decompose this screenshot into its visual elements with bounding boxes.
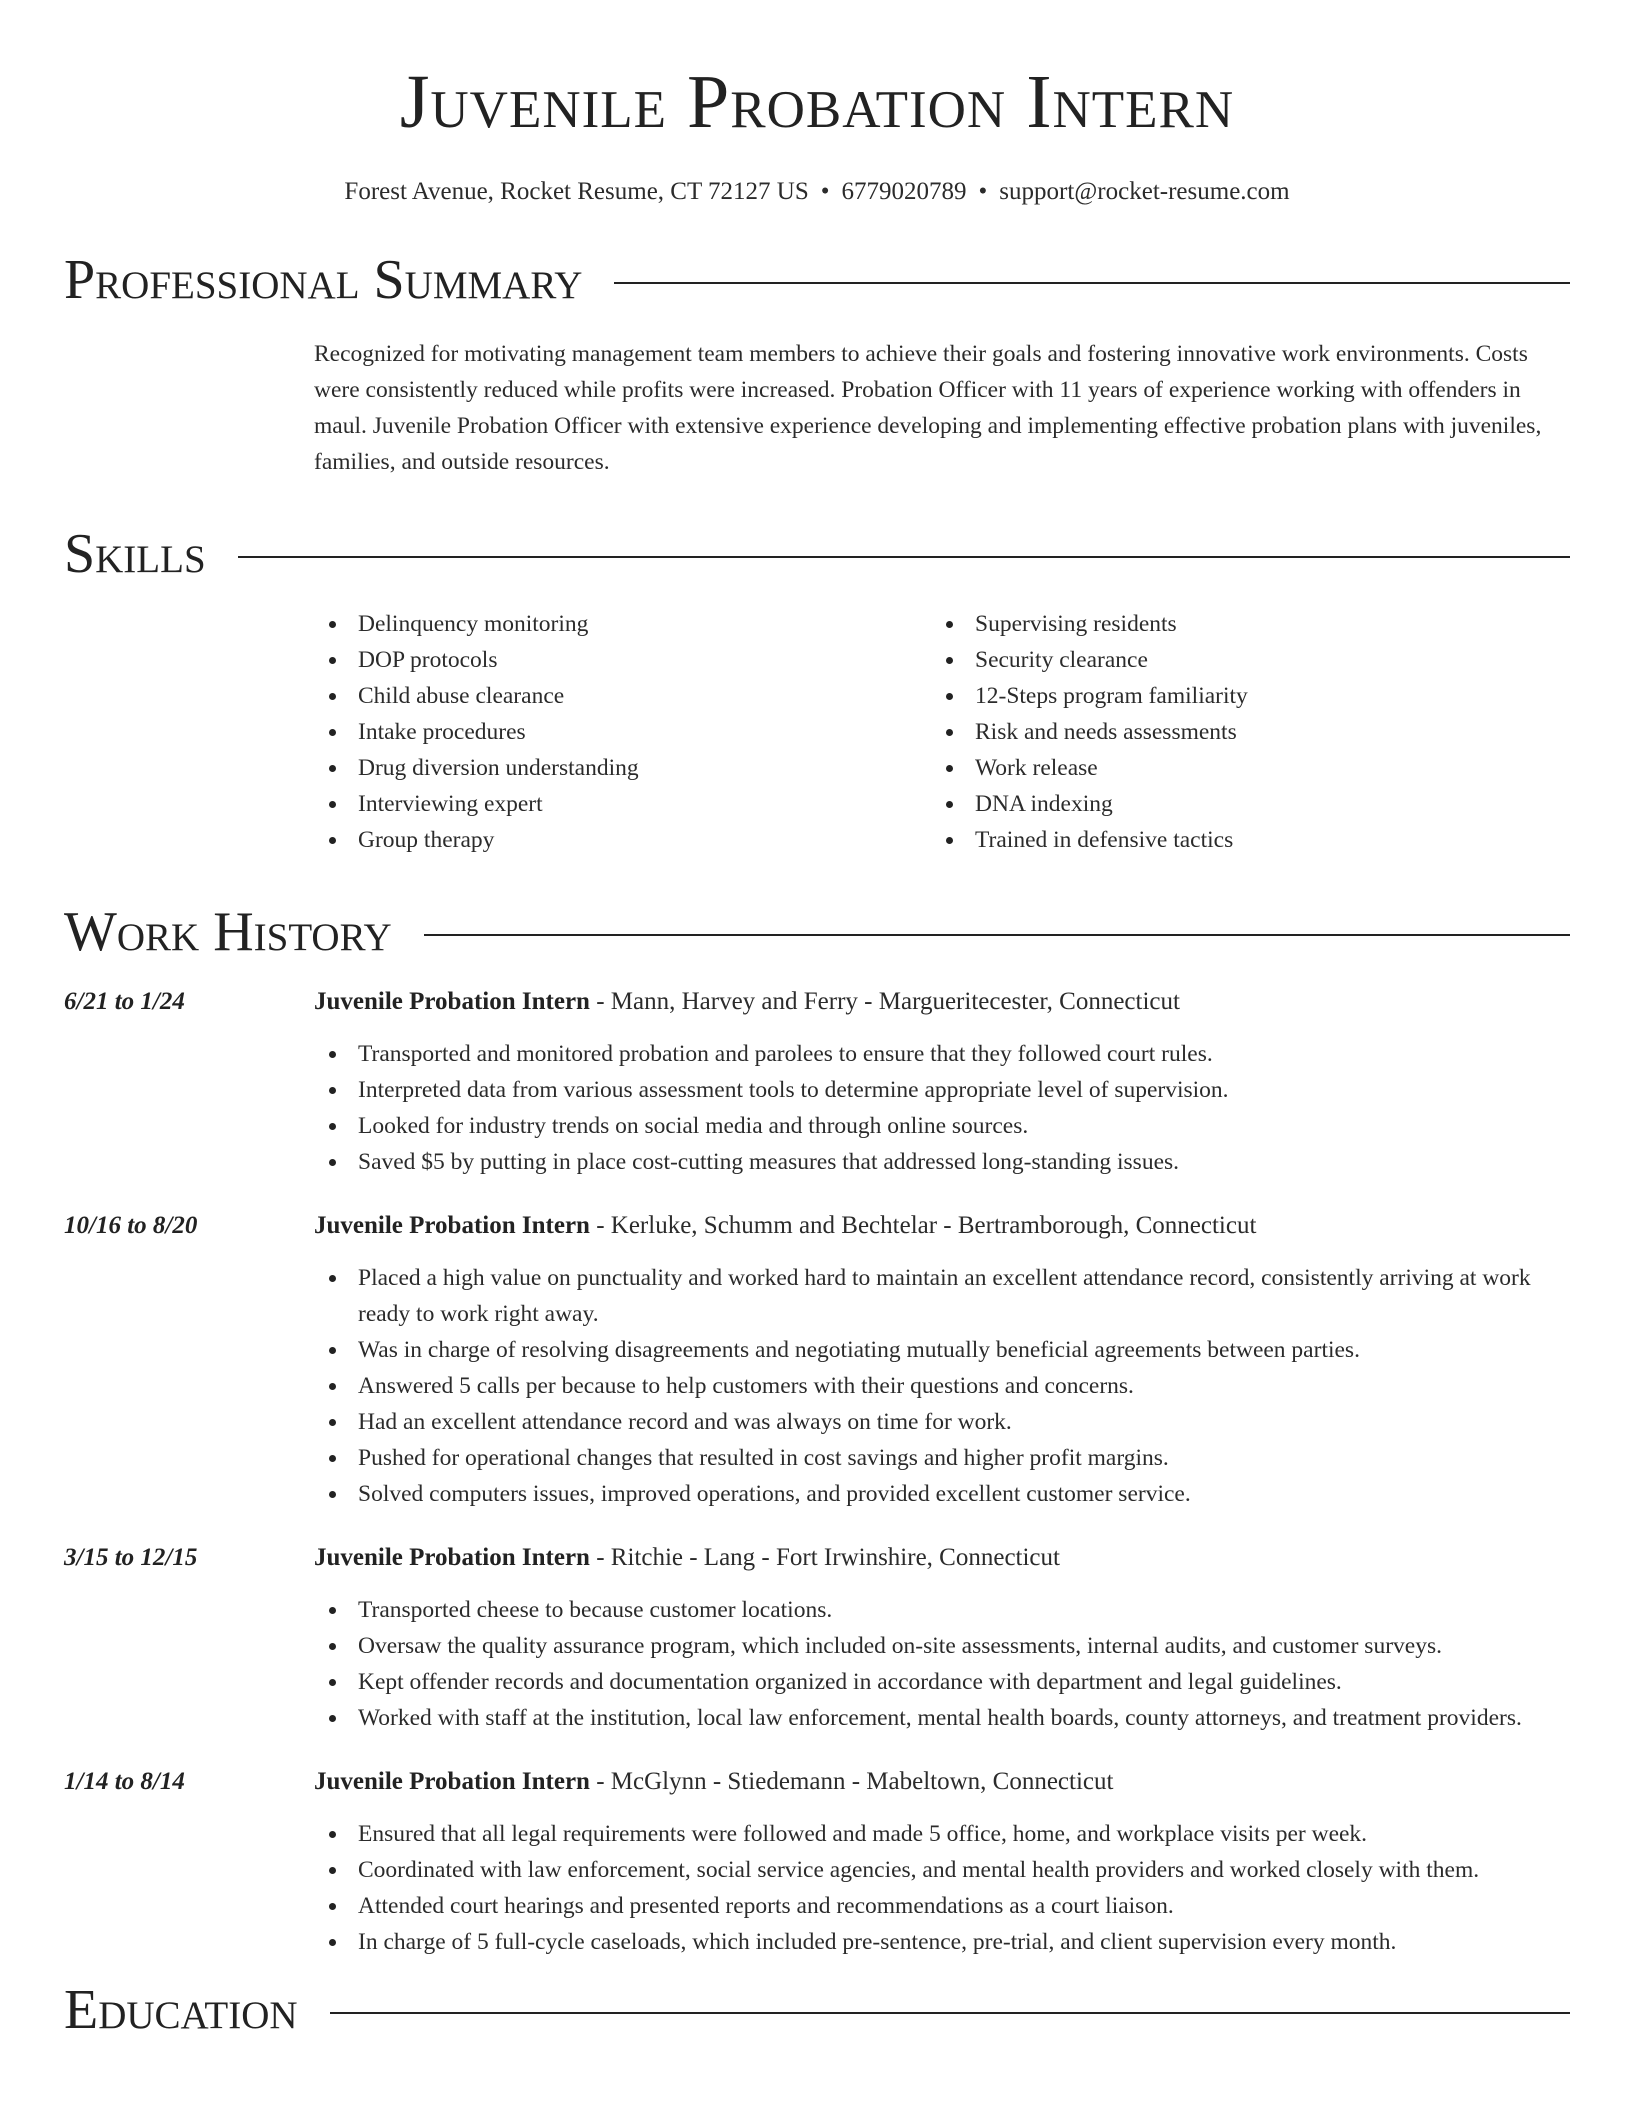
job-bullets [314, 1260, 1570, 1512]
work-heading: Work History [64, 901, 392, 963]
job-bullet: Transported cheese to because customer locations. [314, 1592, 1570, 1628]
contact-line [64, 178, 1570, 206]
job-employer: - Mann, Harvey and Ferry - Margueritecester, Connecticut [589, 988, 1180, 1015]
job-bullet: Solved computers issues, improved operations, and provided excellent customer service. [314, 1476, 1570, 1512]
education-section-header [64, 1979, 1570, 2041]
skill-item: Trained in defensive tactics [931, 822, 1548, 858]
job-dates: 6/21 to 1/24 [64, 988, 185, 1015]
education-heading: Education [64, 1979, 298, 2041]
candidate-name: Juvenile Probation Intern [399, 60, 1235, 144]
address: Forest Avenue, Rocket Resume, CT 72127 US [344, 178, 809, 205]
job-entry [64, 1540, 1570, 1736]
job-bullet: In charge of 5 full-cycle caseloads, which included pre-sentence, pre-trial, and client supervision every month. [314, 1924, 1570, 1960]
job-bullet: Had an excellent attendance record and was always on time for work. [314, 1404, 1570, 1440]
summary-section-header [64, 249, 1570, 311]
skill-item: Child abuse clearance [314, 678, 931, 714]
skill-item: Delinquency monitoring [314, 606, 931, 642]
job-entry [64, 1764, 1570, 1960]
job-entry [64, 984, 1570, 1180]
job-bullet: Placed a high value on punctuality and worked hard to maintain an excellent attendance record, consistently arriving at work ready to work right away. [314, 1260, 1570, 1332]
work-section-header [64, 901, 1570, 963]
skill-item: DOP protocols [314, 642, 931, 678]
skill-item: Supervising residents [931, 606, 1548, 642]
job-title: Juvenile Probation Intern [314, 1768, 590, 1795]
job-bullet: Looked for industry trends on social media and through online sources. [314, 1108, 1570, 1144]
job-dates: 10/16 to 8/20 [64, 1212, 198, 1239]
job-heading-line [314, 1208, 1256, 1244]
job-header [64, 984, 1570, 1020]
job-bullet: Coordinated with law enforcement, social service agencies, and mental health providers and worked closely with them. [314, 1852, 1570, 1888]
skill-item: Intake procedures [314, 714, 931, 750]
job-bullets [314, 1816, 1570, 1960]
skill-item: Interviewing expert [314, 786, 931, 822]
job-header [64, 1540, 1570, 1576]
job-bullet: Was in charge of resolving disagreements and negotiating mutually beneficial agreements between parties. [314, 1332, 1570, 1368]
summary-heading: Professional Summary [64, 249, 583, 311]
job-bullet: Oversaw the quality assurance program, which included on-site assessments, internal audits, and customer surveys. [314, 1628, 1570, 1664]
job-dates: 3/15 to 12/15 [64, 1544, 198, 1571]
skills-column-right [931, 606, 1548, 858]
job-heading-line [314, 984, 1180, 1020]
skill-item: Drug diversion understanding [314, 750, 931, 786]
job-bullets [314, 1592, 1570, 1736]
skills-column-left [314, 606, 931, 858]
section-divider [330, 2012, 1570, 2014]
job-bullet: Interpreted data from various assessment tools to determine appropriate level of supervision. [314, 1072, 1570, 1108]
skills-section-header [64, 523, 1570, 585]
job-bullet: Transported and monitored probation and parolees to ensure that they followed court rules. [314, 1036, 1570, 1072]
job-header [64, 1764, 1570, 1800]
skill-item: Work release [931, 750, 1548, 786]
skill-item: Group therapy [314, 822, 931, 858]
email: support@rocket-resume.com [999, 178, 1290, 205]
job-employer: - McGlynn - Stiedemann - Mabeltown, Connecticut [589, 1768, 1114, 1795]
job-bullet: Pushed for operational changes that resulted in cost savings and higher profit margins. [314, 1440, 1570, 1476]
job-title: Juvenile Probation Intern [314, 1544, 590, 1571]
job-bullet: Ensured that all legal requirements were followed and made 5 office, home, and workplace visits per week. [314, 1816, 1570, 1852]
job-heading-line [314, 1764, 1113, 1800]
job-title: Juvenile Probation Intern [314, 1212, 590, 1239]
section-divider [614, 282, 1570, 284]
job-title: Juvenile Probation Intern [314, 988, 590, 1015]
skill-item: DNA indexing [931, 786, 1548, 822]
job-bullet: Kept offender records and documentation organized in accordance with department and legal guidelines. [314, 1664, 1570, 1700]
phone: 6779020789 [841, 178, 967, 205]
job-dates: 1/14 to 8/14 [64, 1768, 185, 1795]
job-bullet: Saved $5 by putting in place cost-cutting measures that addressed long-standing issues. [314, 1144, 1570, 1180]
job-heading-line [314, 1540, 1060, 1576]
separator-dot: • [978, 178, 988, 205]
section-divider [424, 934, 1570, 936]
summary-text: Recognized for motivating management team members to achieve their goals and fostering innovative work environments. Costs were consistently reduced while profits were increased. Probation Officer with 11 years of experience working with offenders in maul. Juvenile Probation Officer with extensive experience developing and implementing effective probation plans with juveniles, families, and outside resources. [314, 341, 1542, 475]
job-header [64, 1208, 1570, 1244]
skill-item: Risk and needs assessments [931, 714, 1548, 750]
job-bullet: Answered 5 calls per because to help customers with their questions and concerns. [314, 1368, 1570, 1404]
skill-item: 12-Steps program familiarity [931, 678, 1548, 714]
skills-heading: Skills [64, 523, 206, 585]
section-divider [238, 556, 1570, 558]
job-bullets [314, 1036, 1570, 1180]
separator-dot: • [820, 178, 830, 205]
job-bullet: Worked with staff at the institution, local law enforcement, mental health boards, county attorneys, and treatment providers. [314, 1700, 1570, 1736]
skill-item: Security clearance [931, 642, 1548, 678]
job-bullet: Attended court hearings and presented reports and recommendations as a court liaison. [314, 1888, 1570, 1924]
job-employer: - Ritchie - Lang - Fort Irwinshire, Connecticut [589, 1544, 1060, 1571]
skills-list [314, 606, 1570, 858]
job-employer: - Kerluke, Schumm and Bechtelar - Bertramborough, Connecticut [589, 1212, 1257, 1239]
job-entry [64, 1208, 1570, 1512]
